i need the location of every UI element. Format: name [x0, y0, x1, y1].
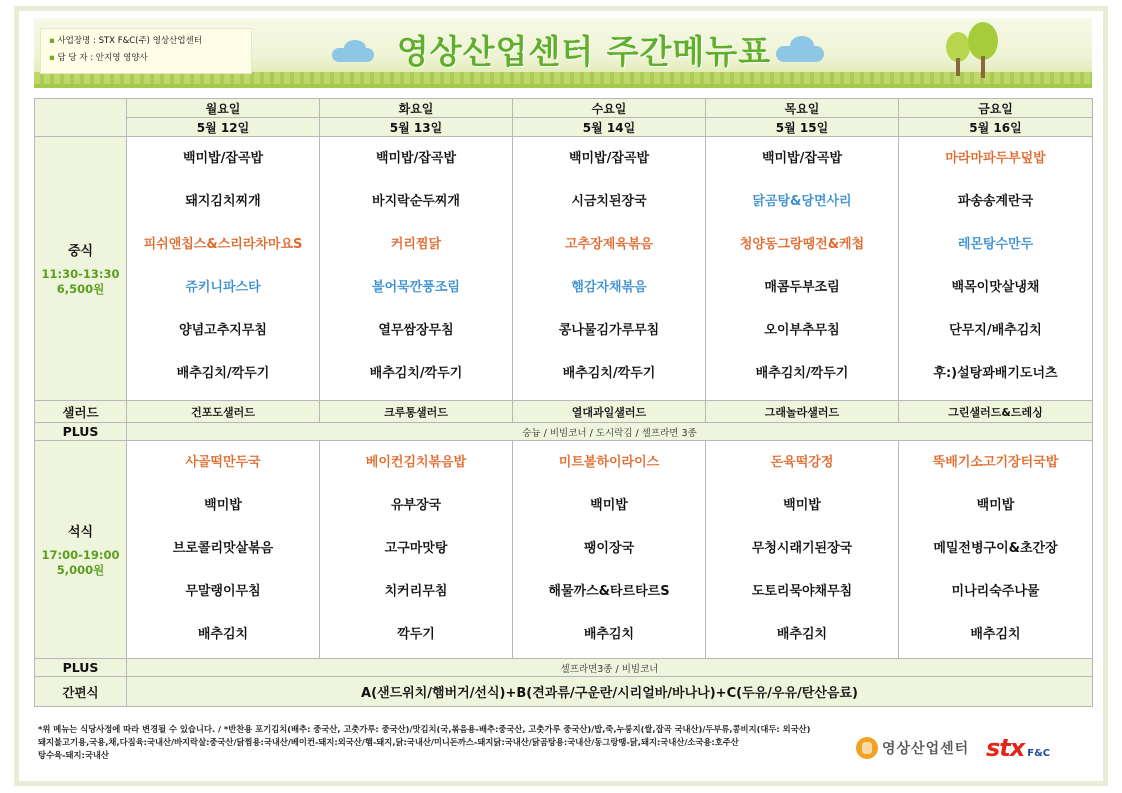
menu-item: 도토리묵야채무침: [751, 584, 853, 599]
lunch-price: 6,500원: [56, 282, 105, 296]
menu-item: 유부장국: [390, 498, 442, 513]
menu-item: 볼어묵깐풍조림: [372, 280, 460, 295]
center-logo: [856, 737, 969, 759]
dinner-day-cell: [513, 441, 706, 659]
snack-row: [35, 677, 1093, 707]
dinner-time: 17:00-19:00: [41, 548, 120, 562]
menu-item: 배추김치/깍두기: [369, 366, 463, 381]
menu-item: 메밀전병구이&초간장: [933, 541, 1058, 556]
day-name: 수요일: [513, 99, 706, 118]
menu-list: [320, 137, 512, 395]
lunch-day-cell: [127, 137, 320, 401]
menu-item: 백목이맛살냉채: [951, 280, 1040, 295]
menu-list: [320, 441, 512, 656]
lunch-label: 중식: [67, 244, 94, 259]
menu-item: 커리찜닭: [390, 237, 442, 252]
menu-item: 매콤두부조림: [764, 280, 840, 295]
day-date: 5월 12일: [127, 118, 320, 137]
dinner-label-cell: [35, 441, 127, 659]
menu-item: 후:)설탕꽈배기도너츠: [933, 366, 1058, 381]
menu-item: 배추김치/깍두기: [176, 366, 270, 381]
info-box: [40, 28, 252, 74]
menu-item: 백미밥/잡곡밥: [182, 151, 264, 166]
lunch-day-cell: [513, 137, 706, 401]
footer-notes: [38, 723, 938, 762]
page-title: 영상산업센터 주간메뉴표: [396, 32, 772, 71]
day-date: 5월 15일: [706, 118, 899, 137]
menu-item: 팽이장국: [583, 541, 635, 556]
menu-item: 단무지/배추김치: [949, 323, 1042, 338]
dinner-price: 5,000원: [56, 563, 105, 577]
center-logo-text: 영상산업센터: [882, 741, 970, 757]
plus-dinner-text: 셀프라면3종 / 비빔코너: [127, 659, 1093, 677]
menu-item: 무청시래기된장국: [751, 541, 853, 556]
menu-list: [513, 137, 705, 395]
day-date-row: [35, 118, 1093, 137]
menu-item: 햄감자채볶음: [571, 280, 647, 295]
dinner-day-cell: [706, 441, 899, 659]
menu-item: 돼지김치찌개: [185, 194, 261, 209]
plus-lunch-text: 숭늉 / 비빔코너 / 도시락김 / 셀프라면 3종: [127, 423, 1093, 441]
header-banner: [34, 18, 1092, 88]
plus-lunch-row: [35, 423, 1093, 441]
salad-item: 건포도샐러드: [127, 401, 320, 423]
dinner-day-cell: [320, 441, 513, 659]
business-name: ▪ 사업장명 : STX F&C(주) 영상산업센터: [49, 33, 243, 50]
menu-item: 미나리숙주나물: [951, 584, 1040, 599]
menu-item: 콩나물김가루무침: [558, 323, 660, 338]
day-name: 목요일: [706, 99, 899, 118]
day-date: 5월 16일: [899, 118, 1093, 137]
cloud-icon: [344, 40, 366, 56]
menu-item: 배추김치: [776, 627, 828, 642]
menu-item: 백미밥: [976, 498, 1015, 513]
menu-item: 피쉬앤칩스&스리라차마요S: [143, 237, 303, 252]
menu-item: 브로콜리맛살볶음: [172, 541, 274, 556]
day-date: 5월 14일: [513, 118, 706, 137]
menu-item: 열무쌈장무침: [378, 323, 454, 338]
lunch-time: 11:30-13:30: [41, 267, 120, 281]
menu-list: [127, 441, 319, 656]
menu-item: 배추김치: [197, 627, 249, 642]
manager-name: ▪ 담 당 자 : 안지영 영양사: [49, 50, 243, 67]
footer-line: *위 메뉴는 식당사정에 따라 변경될 수 있습니다. / *반찬용 포기김치(배추: 중국산, 고춧가루: 중국산)/맛김치(국,볶음용-배추:중국산, 고춧가루 중국산)/밥,죽,누룽지(쌀,잡곡 국내산)/두부류,콩비지(대두: 외국산): [38, 724, 811, 734]
tree-trunk-icon: [981, 56, 985, 78]
cloud-icon: [790, 36, 814, 56]
salad-item: 크루통샐러드: [320, 401, 513, 423]
lunch-day-cell: [899, 137, 1093, 401]
center-logo-icon: [856, 737, 878, 759]
menu-item: 고구마맛탕: [384, 541, 448, 556]
corner-cell: [35, 99, 127, 137]
menu-item: 돈육떡강정: [770, 455, 834, 470]
menu-list: [899, 137, 1092, 395]
menu-item: 오이부추무침: [764, 323, 840, 338]
salad-item: 열대과일샐러드: [513, 401, 706, 423]
lunch-label-cell: [35, 137, 127, 401]
day-date: 5월 13일: [320, 118, 513, 137]
tree-icon: [968, 22, 998, 60]
dinner-row: [35, 441, 1093, 659]
menu-list: [706, 441, 898, 656]
day-name: 화요일: [320, 99, 513, 118]
menu-item: 해물까스&타르타르S: [548, 584, 670, 599]
menu-list: [899, 441, 1092, 656]
menu-item: 닭곰탕&당면사리: [752, 194, 852, 209]
menu-item: 양념고추지무침: [179, 323, 267, 338]
day-name: 월요일: [127, 99, 320, 118]
day-name-row: [35, 99, 1093, 118]
menu-list: [513, 441, 705, 656]
menu-table: [34, 98, 1093, 707]
menu-item: 백미밥: [590, 498, 628, 513]
menu-item: 무말랭이무침: [185, 584, 261, 599]
menu-item: 사골떡만두국: [185, 455, 261, 470]
menu-item: 파송송계란국: [957, 194, 1034, 209]
brand-logo-sub: F&C: [1027, 748, 1051, 759]
menu-item: 마라마파두부덮밥: [945, 151, 1046, 166]
menu-item: 시금치된장국: [571, 194, 647, 209]
plus-label: PLUS: [35, 423, 127, 441]
snack-label: 간편식: [35, 677, 127, 707]
salad-item: 그래놀라샐러드: [706, 401, 899, 423]
menu-item: 배추김치: [970, 627, 1021, 642]
brand-logo: [986, 734, 1050, 762]
menu-item: 뚝배기소고기장터국밥: [932, 455, 1059, 470]
salad-item: 그린샐러드&드레싱: [899, 401, 1093, 423]
menu-item: 배추김치: [583, 627, 635, 642]
dinner-day-cell: [899, 441, 1093, 659]
menu-item: 고추장제육볶음: [565, 237, 653, 252]
lunch-day-cell: [706, 137, 899, 401]
menu-list: [127, 137, 319, 395]
menu-item: 베이컨김치볶음밥: [365, 455, 467, 470]
menu-item: 백미밥/잡곡밥: [761, 151, 843, 166]
menu-item: 레몬탕수만두: [957, 237, 1034, 252]
menu-list: [706, 137, 898, 395]
salad-label: 샐러드: [35, 401, 127, 423]
tree-trunk-icon: [956, 58, 960, 76]
menu-item: 배추김치/깍두기: [755, 366, 849, 381]
menu-item: 백미밥/잡곡밥: [375, 151, 457, 166]
day-name: 금요일: [899, 99, 1093, 118]
menu-item: 청양동그랑땡전&케첩: [739, 237, 865, 252]
menu-item: 깍두기: [397, 627, 435, 642]
lunch-row: [35, 137, 1093, 401]
menu-item: 쥬키니파스타: [185, 280, 261, 295]
salad-row: [35, 401, 1093, 423]
dinner-day-cell: [127, 441, 320, 659]
menu-item: 백미밥/잡곡밥: [568, 151, 650, 166]
plus-label: PLUS: [35, 659, 127, 677]
menu-item: 바지락순두찌개: [372, 194, 460, 209]
footer-line: 탕수육-돼지:국내산: [38, 750, 109, 760]
plus-dinner-row: [35, 659, 1093, 677]
dinner-label: 석식: [67, 525, 94, 540]
menu-item: 백미밥: [783, 498, 821, 513]
lunch-day-cell: [320, 137, 513, 401]
menu-item: 미트볼하이라이스: [558, 455, 660, 470]
footer-line: 돼지불고기용,국용,채,다짐육:국내산/바지락살:중국산/닭찜용:국내산/베이컨-돼지:외국산/햄-돼지,닭:국내산/미니돈까스-돼지닭:국내산/닭곰탕용:국내산/동그랑땡-닭,돼지:국내산/소국용:호주산: [38, 737, 739, 747]
menu-item: 백미밥: [204, 498, 242, 513]
menu-item: 치커리무침: [384, 584, 448, 599]
brand-logo-text: stx: [986, 734, 1025, 762]
snack-text: A(샌드위치/햄버거/선식)+B(견과류/구운란/시리얼바/바나나)+C(두유/우유/탄산음료): [127, 677, 1093, 707]
menu-item: 배추김치/깍두기: [562, 366, 656, 381]
